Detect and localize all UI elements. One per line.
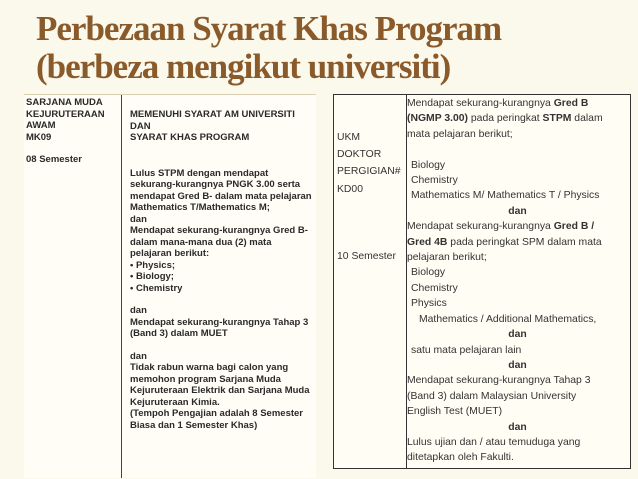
left-requirements-column xyxy=(130,109,316,442)
req-line: Tidak rabun warna bagi calon yang xyxy=(130,362,289,373)
req-line xyxy=(407,142,628,157)
req-text: dalam xyxy=(571,113,603,125)
req-line: • Chemistry xyxy=(130,282,183,294)
university-name: UKM xyxy=(337,132,361,143)
program-name-line-2: KEJURUTERAAN xyxy=(26,108,105,120)
left-program-column xyxy=(26,97,121,166)
req-subject: Biology xyxy=(411,267,446,279)
right-program-column xyxy=(334,95,407,468)
req-line: Kejuruteraan Kimia. xyxy=(130,396,220,408)
program-name-line-3: AWAM xyxy=(26,120,56,131)
colour-blind-requirement-block xyxy=(130,351,316,432)
req-subject: Mathematics / Additional Mathematics, xyxy=(419,313,597,325)
muet-requirement-block xyxy=(130,305,316,340)
req-line: dan xyxy=(130,213,147,225)
req-line: dan xyxy=(130,350,147,362)
req-text: pada peringkat SPM dalam mata xyxy=(447,236,602,248)
program-code: KD00 xyxy=(337,184,363,195)
req-subject: Mathematics M/ Mathematics T / Physics xyxy=(411,190,600,202)
req-line: • Physics; xyxy=(130,259,176,271)
left-requirements-panel xyxy=(24,94,316,478)
req-subject: Chemistry xyxy=(411,175,458,187)
req-text: Mendapat sekurang-kurangnya xyxy=(407,98,554,109)
req-line: (Band 3) dalam Malaysian University xyxy=(407,390,577,402)
right-requirements-column xyxy=(407,96,628,466)
req-bold-text: (NGMP 3.00) xyxy=(407,113,469,125)
req-subject: Physics xyxy=(411,298,447,310)
req-line: ditetapkan oleh Fakulti. xyxy=(407,452,514,464)
req-line: sekurang-kurangnya PNGK 3.00 serta xyxy=(130,179,301,190)
req-line: Lulus ujian dan / atau temuduga yang xyxy=(407,436,581,448)
stpm-requirement-block xyxy=(130,168,316,295)
req-line: Mendapat sekurang-kurangnya Tahap 3 xyxy=(130,316,309,328)
req-line: mendapat Gred B- dalam mata pelajaran xyxy=(130,190,312,202)
req-text: Mendapat sekurang-kurangnya xyxy=(407,221,554,233)
program-name-line-2: PERGIGIAN# xyxy=(337,166,401,177)
req-subject: Chemistry xyxy=(411,282,458,294)
req-line: Lulus STPM dengan mendapat xyxy=(130,167,269,179)
req-subject: satu mata pelajaran lain xyxy=(411,344,522,356)
req-line: Mathematics T/Mathematics M; xyxy=(130,202,270,213)
program-name-line-1: DOKTOR xyxy=(337,149,382,160)
req-conjunction: dan xyxy=(508,205,527,217)
req-line: pelajaran berikut: xyxy=(130,248,210,259)
req-line: pelajaran berikut; xyxy=(407,252,487,264)
req-text: pada peringkat xyxy=(468,113,543,125)
right-requirements-table xyxy=(333,94,631,469)
req-subject: Biology xyxy=(411,159,446,171)
req-line: mata pelajaran berikut; xyxy=(407,128,513,140)
program-code: MK09 xyxy=(26,131,52,143)
req-bold-text: Gred B / xyxy=(553,221,595,233)
program-semester: 08 Semester xyxy=(26,154,82,165)
req-bold-text: STPM xyxy=(542,113,572,125)
req-bold-text: Gred 4B xyxy=(407,236,448,248)
req-line xyxy=(407,111,628,126)
req-heading-line: DAN xyxy=(130,120,151,132)
req-line: (Tempoh Pengajian adalah 8 Semester xyxy=(130,408,303,419)
req-heading-line: MEMENUHI SYARAT AM UNIVERSITI xyxy=(130,109,295,120)
req-line: (Band 3) dalam MUET xyxy=(130,328,228,339)
req-conjunction: dan xyxy=(508,329,527,341)
req-line: Mendapat sekurang-kurangnya Tahap 3 xyxy=(407,375,591,387)
req-line xyxy=(407,235,628,250)
req-conjunction: dan xyxy=(508,359,527,371)
program-semester: 10 Semester xyxy=(337,251,396,262)
slide-title: Perbezaan Syarat Khas Program (berbeza mengikut universiti) xyxy=(36,9,502,86)
general-requirement-heading xyxy=(130,109,316,144)
column-divider xyxy=(121,95,122,478)
req-line: English Test (MUET) xyxy=(407,406,503,418)
req-conjunction: dan xyxy=(508,421,527,433)
req-heading-line: SYARAT KHAS PROGRAM xyxy=(130,132,250,143)
req-line: memohon program Sarjana Muda xyxy=(130,373,281,385)
req-line xyxy=(407,96,628,111)
req-line: dalam mana-mana dua (2) mata xyxy=(130,236,272,248)
req-line xyxy=(407,219,628,234)
program-name-line-1: SARJANA MUDA xyxy=(26,97,103,108)
req-line: Mendapat sekurang-kurangnya Gred B- xyxy=(130,225,308,236)
req-line: dan xyxy=(130,305,147,316)
req-bold-text: Gred B xyxy=(553,98,589,109)
req-line: Kejuruteraan Elektrik dan Sarjana Muda xyxy=(130,385,310,396)
req-line: • Biology; xyxy=(130,271,174,282)
req-line: Biasa dan 1 Semester Khas) xyxy=(130,419,258,431)
